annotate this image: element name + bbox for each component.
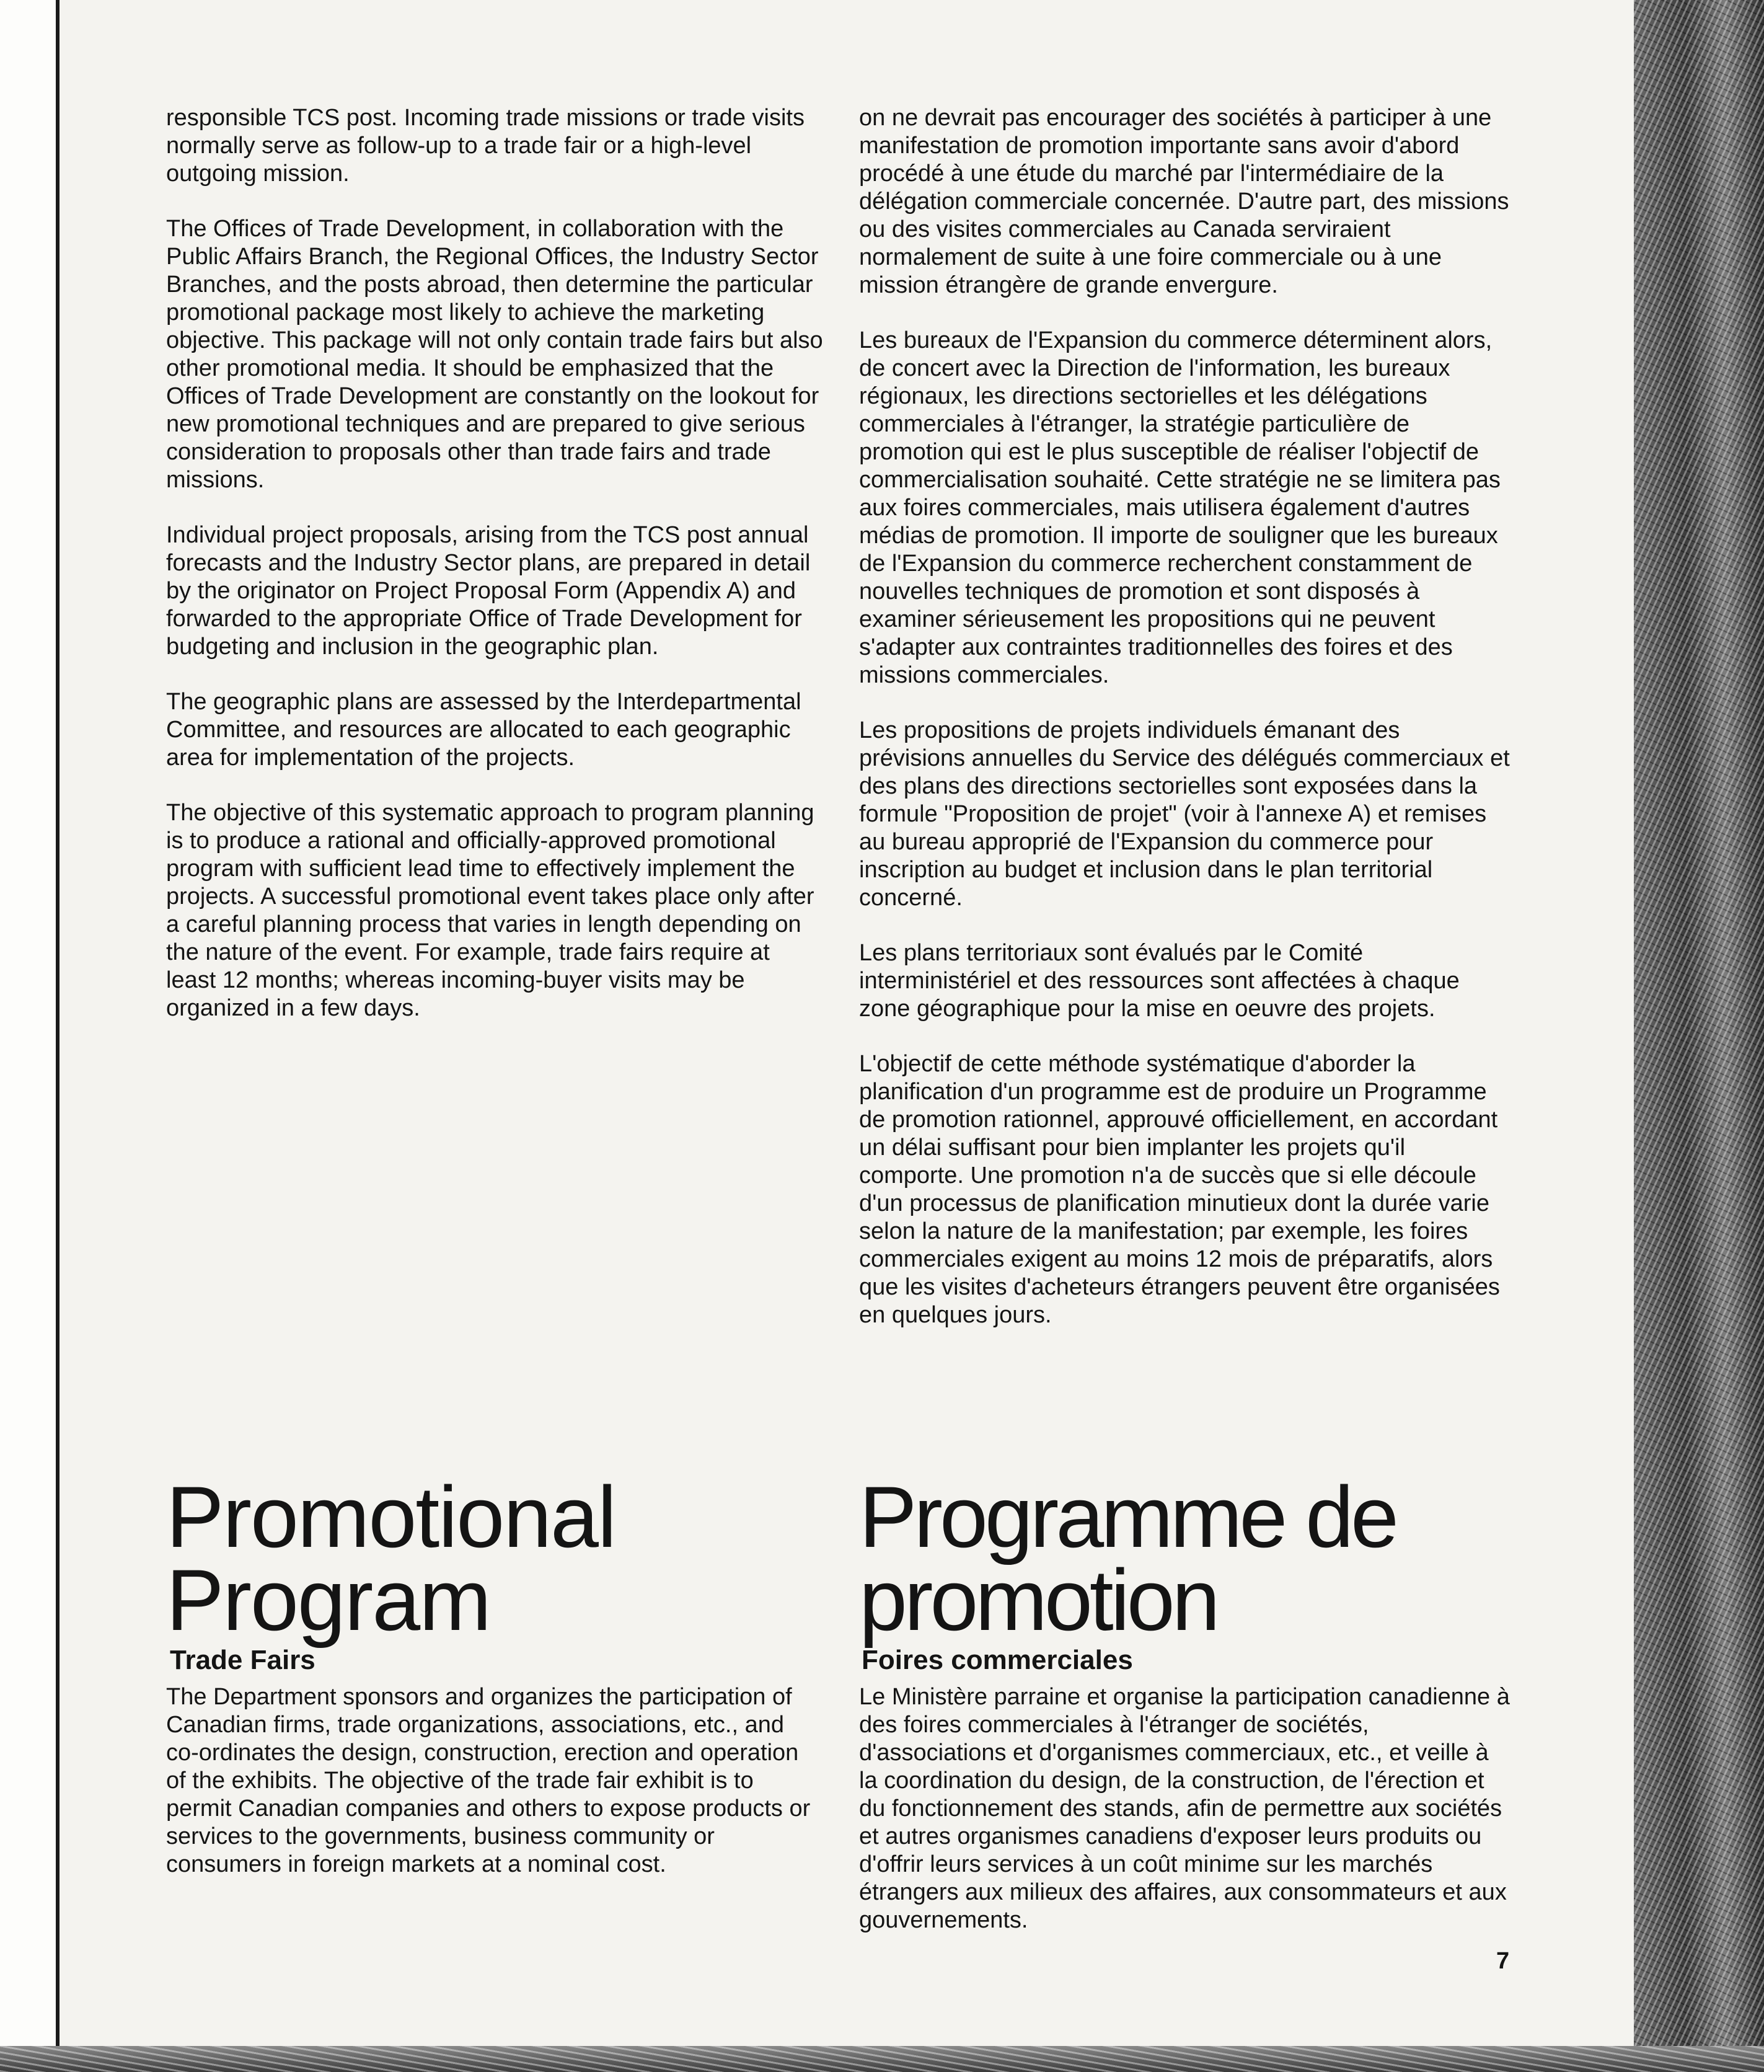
paragraph: The geographic plans are assessed by the Interdepartmental Committee, and resources are allocated to each geographic area for implementation of the projects. [166, 689, 801, 771]
page-left-border [0, 0, 60, 2072]
page-number: 7 [1496, 1948, 1510, 1974]
subheading-french: Foires commerciales [862, 1645, 1133, 1675]
section-heading-french: Programme de promotion [859, 1468, 1396, 1649]
left-column-top [166, 104, 823, 1050]
right-column-bottom [859, 1683, 1510, 1962]
scanned-bottom-edge [0, 2046, 1764, 2072]
scanned-page-edge [1634, 0, 1764, 2072]
paragraph: L'objectif de cette méthode systématique d'aborder la planification d'un programme est de produire un Programme de promotion rationnel, approuvé officiellement, en accordant un délai suffisant pour bien implanter les projets qu'il comporte. Une promotion n'a de succès que si elle découle d'un processus de planification minutieux dont la durée varie selon la nature de la manifestation; par exemple, les foires commerciales exigent au moins 12 mois de préparatifs, alors que les visites d'acheteurs étrangers peuvent être organisées en quelques jours. [859, 1051, 1500, 1328]
paragraph: The objective of this systematic approach to program planning is to produce a rational and officially-approved promotional program with sufficient lead time to effectively implement the projects. A successful promotional event takes place only after a careful planning process that varies in length depending on the nature of the event. For example, trade fairs require at least 12 months; whereas incoming-buyer visits may be organized in a few days. [166, 800, 814, 1021]
paragraph: Les plans territoriaux sont évalués par le Comité interministériel et des ressources sont affectées à chaque zone géographique pour la mise en oeuvre des projets. [859, 940, 1460, 1022]
paragraph: The Department sponsors and organizes the participation of Canadian firms, trade organizations, associations, etc., and co-ordinates the design, construction, erection and operation of the exhibits. The objective of the trade fair exhibit is to permit Canadian companies and others to expose products or services to the governments, business community or consumers in foreign markets at a nominal cost. [166, 1684, 811, 1877]
paragraph: The Offices of Trade Development, in collaboration with the Public Affairs Branch, the Regional Offices, the Industry Sector Branches, and the posts abroad, then determine the particular promotional package most likely to achieve the marketing objective. This package will not only contain trade fairs but also other promotional media. It should be emphasized that the Offices of Trade Development are constantly on the lookout for new promotional techniques and are prepared to give serious consideration to proposals other than trade fairs and trade missions. [166, 216, 823, 493]
paragraph: Les bureaux de l'Expansion du commerce déterminent alors, de concert avec la Direction de l'information, les bureaux régionaux, les directions sectorielles et les délégations commerciales à l'étranger, la stratégie particulière de promotion qui est le plus susceptible de réaliser l'objectif de commercialisation souhaité. Cette stratégie ne se limitera pas aux foires commerciales, mais utilisera également d'autres médias de promotion. Il importe de souligner que les bureaux de l'Expansion du commerce recherchent constamment de nouvelles techniques de promotion et sont disposés à examiner sérieusement les propositions qui ne peuvent s'adapter aux contraintes traditionnelles des foires et des missions commerciales. [859, 327, 1501, 688]
section-heading-english: Promotional Program [166, 1468, 616, 1649]
paragraph: Individual project proposals, arising from the TCS post annual forecasts and the Industry Sector plans, are prepared in detail by the originator on Project Proposal Form (Appendix A) and forwarded to the appropriate Office of Trade Development for budgeting and inclusion in the geographic plan. [166, 522, 811, 660]
paragraph: Les propositions de projets individuels émanant des prévisions annuelles du Service des délégués commerciaux et des plans des directions sectorielles sont exposées dans la formule "Proposition de projet" (voir à l'annexe A) et remises au bureau approprié de l'Expansion du commerce pour inscription au budget et inclusion dans le plan territorial concerné. [859, 717, 1510, 911]
paragraph: Le Ministère parraine et organise la participation canadienne à des foires commerciales à l'étranger de sociétés, d'associations et d'organismes commerciaux, etc., et veille à la coordination du design, de la construction, de l'érection et du fonctionnement des stands, afin de permettre aux sociétés et autres organismes canadiens d'exposer leurs produits ou d'offrir leurs services à un coût minime sur les marchés étrangers aux milieux des affaires, aux consommateurs et aux gouvernements. [859, 1684, 1510, 1933]
right-column-top [859, 104, 1510, 1357]
subheading-english: Trade Fairs [170, 1645, 315, 1675]
left-column-bottom [166, 1683, 823, 1906]
paragraph: responsible TCS post. Incoming trade missions or trade visits normally serve as follow-up to a trade fair or a high-level outgoing mission. [166, 105, 805, 187]
paragraph: on ne devrait pas encourager des sociétés à participer à une manifestation de promotion importante sans avoir d'abord procédé à une étude du marché par l'intermédiaire de la délégation commerciale concernée. D'autre part, des missions ou des visites commerciales au Canada serviraient normalement de suite à une foire commerciale ou à une mission étrangère de grande envergure. [859, 105, 1509, 298]
